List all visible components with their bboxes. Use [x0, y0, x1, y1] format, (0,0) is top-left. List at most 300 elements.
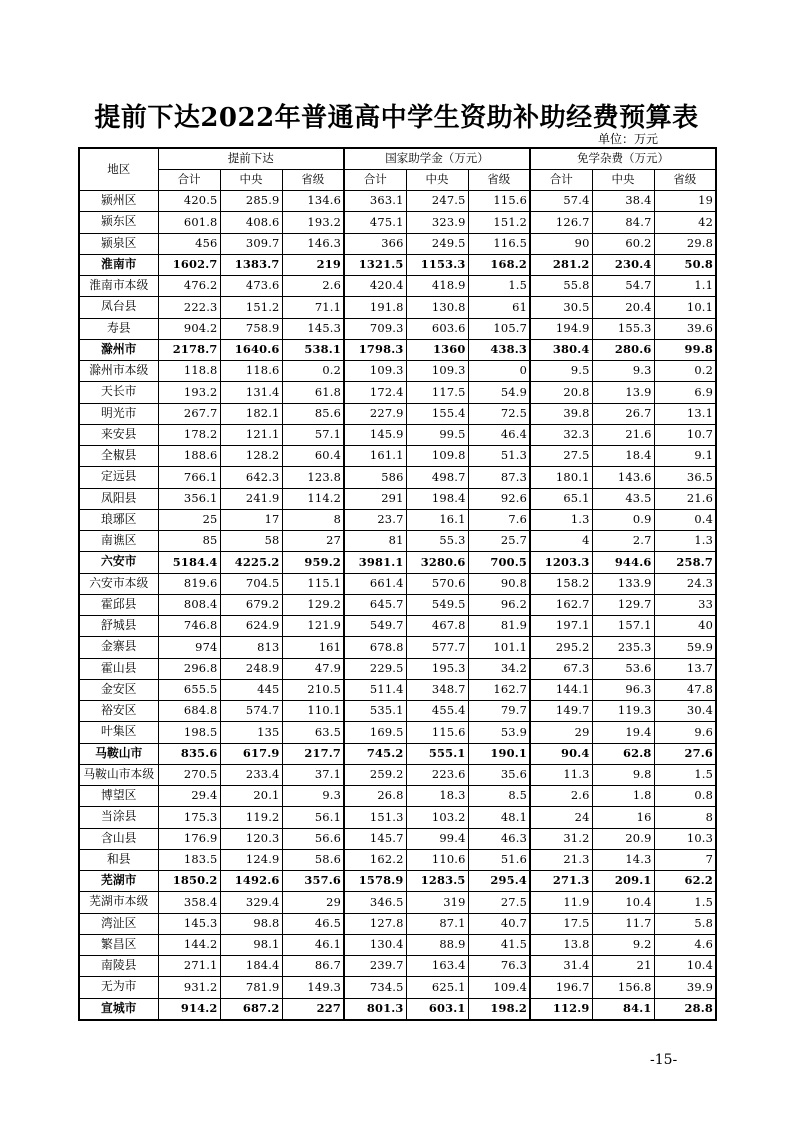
value-cell: 1283.5 [406, 871, 468, 892]
region-cell: 颍州区 [79, 191, 158, 212]
value-cell: 56.6 [282, 828, 344, 849]
value-cell: 974 [158, 637, 220, 658]
value-cell: 813 [220, 637, 282, 658]
value-cell: 99.5 [406, 424, 468, 445]
header-region: 地区 [79, 148, 158, 191]
value-cell: 37.1 [282, 764, 344, 785]
value-cell: 198.2 [468, 998, 530, 1020]
value-cell: 151.3 [344, 807, 406, 828]
value-cell: 9.8 [592, 764, 654, 785]
table-row [79, 956, 716, 977]
value-cell: 2178.7 [158, 339, 220, 360]
value-cell: 79.7 [468, 701, 530, 722]
value-cell: 145.3 [282, 318, 344, 339]
value-cell: 88.9 [406, 934, 468, 955]
value-cell: 1.5 [654, 892, 716, 913]
value-cell: 959.2 [282, 552, 344, 573]
region-cell: 凤阳县 [79, 488, 158, 509]
value-cell: 105.7 [468, 318, 530, 339]
value-cell: 21 [592, 956, 654, 977]
value-cell: 84.1 [592, 998, 654, 1020]
value-cell: 76.3 [468, 956, 530, 977]
value-cell: 55.3 [406, 531, 468, 552]
value-cell: 72.5 [468, 403, 530, 424]
value-cell: 408.6 [220, 212, 282, 233]
value-cell: 46.5 [282, 913, 344, 934]
value-cell: 455.4 [406, 701, 468, 722]
value-cell: 209.1 [592, 871, 654, 892]
value-cell: 9.1 [654, 446, 716, 467]
table-body [79, 191, 716, 1020]
value-cell: 115.1 [282, 573, 344, 594]
table-row [79, 531, 716, 552]
region-cell: 舒城县 [79, 616, 158, 637]
region-cell: 颍泉区 [79, 233, 158, 254]
value-cell: 601.8 [158, 212, 220, 233]
value-cell: 145.3 [158, 913, 220, 934]
value-cell: 1492.6 [220, 871, 282, 892]
value-cell: 96.2 [468, 594, 530, 615]
region-cell: 定远县 [79, 467, 158, 488]
value-cell: 267.7 [158, 403, 220, 424]
value-cell: 280.6 [592, 339, 654, 360]
value-cell: 85 [158, 531, 220, 552]
value-cell: 39.8 [530, 403, 592, 424]
value-cell: 8.5 [468, 786, 530, 807]
value-cell: 42 [654, 212, 716, 233]
value-cell: 295.2 [530, 637, 592, 658]
value-cell: 10.1 [654, 297, 716, 318]
value-cell: 17 [220, 509, 282, 530]
value-cell: 222.3 [158, 297, 220, 318]
value-cell: 13.1 [654, 403, 716, 424]
value-cell: 655.5 [158, 679, 220, 700]
value-cell: 158.2 [530, 573, 592, 594]
value-cell: 233.4 [220, 764, 282, 785]
value-cell: 188.6 [158, 446, 220, 467]
value-cell: 144.2 [158, 934, 220, 955]
value-cell: 16 [592, 807, 654, 828]
value-cell: 149.3 [282, 977, 344, 998]
value-cell: 67.3 [530, 658, 592, 679]
value-cell: 176.9 [158, 828, 220, 849]
value-cell: 130.4 [344, 934, 406, 955]
value-cell: 1383.7 [220, 254, 282, 275]
region-cell: 颍东区 [79, 212, 158, 233]
table-row [79, 424, 716, 445]
value-cell: 210.5 [282, 679, 344, 700]
value-cell: 746.8 [158, 616, 220, 637]
region-cell: 裕安区 [79, 701, 158, 722]
value-cell: 17.5 [530, 913, 592, 934]
table-row [79, 403, 716, 424]
region-cell: 和县 [79, 849, 158, 870]
value-cell: 184.4 [220, 956, 282, 977]
header-sub-total: 合计 [344, 170, 406, 191]
value-cell: 191.8 [344, 297, 406, 318]
value-cell: 65.1 [530, 488, 592, 509]
value-cell: 175.3 [158, 807, 220, 828]
value-cell: 10.4 [592, 892, 654, 913]
value-cell: 56.1 [282, 807, 344, 828]
value-cell: 227.9 [344, 403, 406, 424]
value-cell: 61.8 [282, 382, 344, 403]
value-cell: 96.3 [592, 679, 654, 700]
value-cell: 570.6 [406, 573, 468, 594]
value-cell: 363.1 [344, 191, 406, 212]
region-cell: 琅琊区 [79, 509, 158, 530]
page-title: 提前下达2022年普通高中学生资助补助经费预算表 [94, 103, 699, 133]
value-cell: 114.2 [282, 488, 344, 509]
value-cell: 1.3 [654, 531, 716, 552]
value-cell: 239.7 [344, 956, 406, 977]
value-cell: 47.9 [282, 658, 344, 679]
value-cell: 4225.2 [220, 552, 282, 573]
value-cell: 86.7 [282, 956, 344, 977]
value-cell: 149.7 [530, 701, 592, 722]
value-cell: 6.9 [654, 382, 716, 403]
value-cell: 63.5 [282, 722, 344, 743]
table-row [79, 297, 716, 318]
value-cell: 155.4 [406, 403, 468, 424]
value-cell: 577.7 [406, 637, 468, 658]
value-cell: 21.6 [654, 488, 716, 509]
value-cell: 62.8 [592, 743, 654, 764]
value-cell: 7 [654, 849, 716, 870]
value-cell: 51.6 [468, 849, 530, 870]
value-cell: 258.7 [654, 552, 716, 573]
value-cell: 801.3 [344, 998, 406, 1020]
value-cell: 1.5 [654, 764, 716, 785]
value-cell: 18.3 [406, 786, 468, 807]
value-cell: 119.3 [592, 701, 654, 722]
value-cell: 180.1 [530, 467, 592, 488]
value-cell: 151.2 [468, 212, 530, 233]
value-cell: 163.4 [406, 956, 468, 977]
table-row [79, 573, 716, 594]
value-cell: 645.7 [344, 594, 406, 615]
value-cell: 98.1 [220, 934, 282, 955]
value-cell: 445 [220, 679, 282, 700]
value-cell: 3981.1 [344, 552, 406, 573]
value-cell: 1.8 [592, 786, 654, 807]
value-cell: 81 [344, 531, 406, 552]
value-cell: 219 [282, 254, 344, 275]
value-cell: 121.1 [220, 424, 282, 445]
value-cell: 24.3 [654, 573, 716, 594]
region-cell: 马鞍山市 [79, 743, 158, 764]
region-cell: 明光市 [79, 403, 158, 424]
value-cell: 709.3 [344, 318, 406, 339]
value-cell: 90 [530, 233, 592, 254]
value-cell: 8 [282, 509, 344, 530]
value-cell: 87.3 [468, 467, 530, 488]
value-cell: 366 [344, 233, 406, 254]
table-row [79, 913, 716, 934]
value-cell: 9.6 [654, 722, 716, 743]
value-cell: 20.9 [592, 828, 654, 849]
value-cell: 1321.5 [344, 254, 406, 275]
value-cell: 223.6 [406, 764, 468, 785]
value-cell: 295.4 [468, 871, 530, 892]
value-cell: 661.4 [344, 573, 406, 594]
value-cell: 1.1 [654, 276, 716, 297]
value-cell: 684.8 [158, 701, 220, 722]
value-cell: 35.6 [468, 764, 530, 785]
value-cell: 5.8 [654, 913, 716, 934]
region-cell: 霍山县 [79, 658, 158, 679]
value-cell: 229.5 [344, 658, 406, 679]
value-cell: 53.9 [468, 722, 530, 743]
value-cell: 20.8 [530, 382, 592, 403]
value-cell: 161 [282, 637, 344, 658]
value-cell: 16.1 [406, 509, 468, 530]
value-cell: 535.1 [344, 701, 406, 722]
value-cell: 687.2 [220, 998, 282, 1020]
value-cell: 157.1 [592, 616, 654, 637]
value-cell: 29.4 [158, 786, 220, 807]
value-cell: 116.5 [468, 233, 530, 254]
value-cell: 10.7 [654, 424, 716, 445]
region-cell: 淮南市本级 [79, 276, 158, 297]
table-row [79, 892, 716, 913]
value-cell: 944.6 [592, 552, 654, 573]
value-cell: 914.2 [158, 998, 220, 1020]
value-cell: 112.9 [530, 998, 592, 1020]
header-group-grant: 国家助学金（万元） [344, 148, 530, 170]
table-row [79, 977, 716, 998]
value-cell: 58.6 [282, 849, 344, 870]
header-sub-provincial: 省级 [468, 170, 530, 191]
value-cell: 59.9 [654, 637, 716, 658]
table-row [79, 828, 716, 849]
value-cell: 183.5 [158, 849, 220, 870]
value-cell: 0 [468, 361, 530, 382]
value-cell: 549.5 [406, 594, 468, 615]
value-cell: 249.5 [406, 233, 468, 254]
value-cell: 46.4 [468, 424, 530, 445]
value-cell: 115.6 [468, 191, 530, 212]
value-cell: 26.7 [592, 403, 654, 424]
value-cell: 766.1 [158, 467, 220, 488]
value-cell: 456 [158, 233, 220, 254]
header-sub-central: 中央 [220, 170, 282, 191]
value-cell: 227 [282, 998, 344, 1020]
value-cell: 115.6 [406, 722, 468, 743]
value-cell: 31.4 [530, 956, 592, 977]
table-row [79, 382, 716, 403]
value-cell: 144.1 [530, 679, 592, 700]
region-cell: 滁州市 [79, 339, 158, 360]
value-cell: 4 [530, 531, 592, 552]
value-cell: 146.3 [282, 233, 344, 254]
table-row [79, 998, 716, 1020]
value-cell: 235.3 [592, 637, 654, 658]
value-cell: 84.7 [592, 212, 654, 233]
region-cell: 芜湖市本级 [79, 892, 158, 913]
value-cell: 162.7 [530, 594, 592, 615]
value-cell: 120.3 [220, 828, 282, 849]
value-cell: 356.1 [158, 488, 220, 509]
value-cell: 285.9 [220, 191, 282, 212]
value-cell: 129.7 [592, 594, 654, 615]
value-cell: 54.7 [592, 276, 654, 297]
value-cell: 26.8 [344, 786, 406, 807]
region-cell: 全椒县 [79, 446, 158, 467]
table-row [79, 318, 716, 339]
value-cell: 71.1 [282, 297, 344, 318]
value-cell: 9.3 [592, 361, 654, 382]
value-cell: 127.8 [344, 913, 406, 934]
value-cell: 27.5 [468, 892, 530, 913]
value-cell: 123.8 [282, 467, 344, 488]
value-cell: 271.3 [530, 871, 592, 892]
value-cell: 117.5 [406, 382, 468, 403]
value-cell: 194.9 [530, 318, 592, 339]
value-cell: 129.2 [282, 594, 344, 615]
value-cell: 145.7 [344, 828, 406, 849]
value-cell: 110.6 [406, 849, 468, 870]
value-cell: 38.4 [592, 191, 654, 212]
budget-table [78, 147, 717, 1021]
value-cell: 109.4 [468, 977, 530, 998]
value-cell: 28.8 [654, 998, 716, 1020]
value-cell: 10.3 [654, 828, 716, 849]
value-cell: 195.3 [406, 658, 468, 679]
value-cell: 9.2 [592, 934, 654, 955]
value-cell: 30.5 [530, 297, 592, 318]
value-cell: 61 [468, 297, 530, 318]
value-cell: 758.9 [220, 318, 282, 339]
value-cell: 193.2 [158, 382, 220, 403]
value-cell: 98.8 [220, 913, 282, 934]
value-cell: 0.4 [654, 509, 716, 530]
value-cell: 11.7 [592, 913, 654, 934]
table-row [79, 807, 716, 828]
value-cell: 41.5 [468, 934, 530, 955]
value-cell: 85.6 [282, 403, 344, 424]
value-cell: 109.3 [344, 361, 406, 382]
value-cell: 36.5 [654, 467, 716, 488]
region-cell: 博望区 [79, 786, 158, 807]
value-cell: 8 [654, 807, 716, 828]
value-cell: 625.1 [406, 977, 468, 998]
region-cell: 叶集区 [79, 722, 158, 743]
value-cell: 4.6 [654, 934, 716, 955]
value-cell: 358.4 [158, 892, 220, 913]
value-cell: 109.3 [406, 361, 468, 382]
region-cell: 六安市 [79, 552, 158, 573]
header-sub-central: 中央 [406, 170, 468, 191]
value-cell: 39.6 [654, 318, 716, 339]
value-cell: 549.7 [344, 616, 406, 637]
value-cell: 603.6 [406, 318, 468, 339]
value-cell: 700.5 [468, 552, 530, 573]
value-cell: 27 [282, 531, 344, 552]
value-cell: 241.9 [220, 488, 282, 509]
value-cell: 1602.7 [158, 254, 220, 275]
value-cell: 21.6 [592, 424, 654, 445]
region-cell: 寿县 [79, 318, 158, 339]
value-cell: 81.9 [468, 616, 530, 637]
value-cell: 19 [654, 191, 716, 212]
value-cell: 511.4 [344, 679, 406, 700]
header-group-advance: 提前下达 [158, 148, 344, 170]
table-row [79, 212, 716, 233]
value-cell: 178.2 [158, 424, 220, 445]
table-row [79, 552, 716, 573]
value-cell: 55.8 [530, 276, 592, 297]
value-cell: 48.1 [468, 807, 530, 828]
unit-label: 单位：万元 [598, 132, 659, 146]
table-row [79, 488, 716, 509]
value-cell: 151.2 [220, 297, 282, 318]
table-row [79, 361, 716, 382]
value-cell: 13.8 [530, 934, 592, 955]
header-sub-total: 合计 [158, 170, 220, 191]
region-cell: 凤台县 [79, 297, 158, 318]
value-cell: 420.4 [344, 276, 406, 297]
table-row [79, 786, 716, 807]
value-cell: 32.3 [530, 424, 592, 445]
value-cell: 131.4 [220, 382, 282, 403]
value-cell: 31.2 [530, 828, 592, 849]
region-cell: 淮南市 [79, 254, 158, 275]
value-cell: 46.1 [282, 934, 344, 955]
value-cell: 43.5 [592, 488, 654, 509]
value-cell: 329.4 [220, 892, 282, 913]
table-row [79, 191, 716, 212]
value-cell: 781.9 [220, 977, 282, 998]
value-cell: 498.7 [406, 467, 468, 488]
value-cell: 11.3 [530, 764, 592, 785]
value-cell: 617.9 [220, 743, 282, 764]
value-cell: 33 [654, 594, 716, 615]
value-cell: 734.5 [344, 977, 406, 998]
value-cell: 0.2 [282, 361, 344, 382]
value-cell: 931.2 [158, 977, 220, 998]
value-cell: 46.3 [468, 828, 530, 849]
value-cell: 23.7 [344, 509, 406, 530]
value-cell: 134.6 [282, 191, 344, 212]
region-cell: 南陵县 [79, 956, 158, 977]
value-cell: 168.2 [468, 254, 530, 275]
value-cell: 198.4 [406, 488, 468, 509]
value-cell: 60.2 [592, 233, 654, 254]
table-row [79, 339, 716, 360]
value-cell: 704.5 [220, 573, 282, 594]
page-number: -15- [650, 1052, 678, 1068]
value-cell: 808.4 [158, 594, 220, 615]
value-cell: 121.9 [282, 616, 344, 637]
value-cell: 118.6 [220, 361, 282, 382]
value-cell: 20.1 [220, 786, 282, 807]
value-cell: 5184.4 [158, 552, 220, 573]
table-row [79, 467, 716, 488]
value-cell: 13.7 [654, 658, 716, 679]
value-cell: 57.1 [282, 424, 344, 445]
value-cell: 196.7 [530, 977, 592, 998]
value-cell: 420.5 [158, 191, 220, 212]
value-cell: 10.4 [654, 956, 716, 977]
region-cell: 天长市 [79, 382, 158, 403]
value-cell: 1203.3 [530, 552, 592, 573]
value-cell: 169.5 [344, 722, 406, 743]
value-cell: 217.7 [282, 743, 344, 764]
region-cell: 金安区 [79, 679, 158, 700]
region-cell: 繁昌区 [79, 934, 158, 955]
table-row [79, 679, 716, 700]
